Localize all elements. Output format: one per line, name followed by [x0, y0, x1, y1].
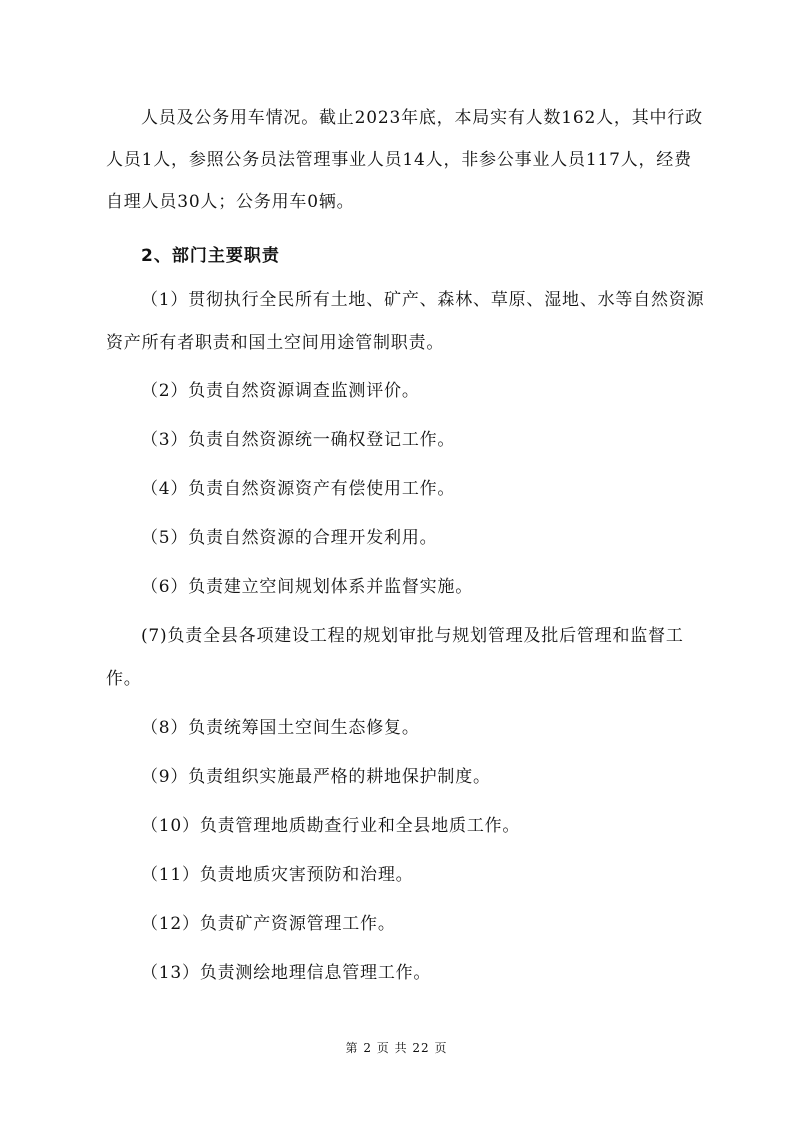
duty-8: （8）负责统筹国土空间生态修复。 — [141, 718, 420, 738]
section-heading: 2、部门主要职责 — [141, 246, 280, 266]
duty-2: （2）负责自然资源调查监测评价。 — [141, 381, 420, 401]
duty-6: （6）负责建立空间规划体系并监督实施。 — [141, 577, 474, 597]
duty-12: （12）负责矿产资源管理工作。 — [141, 914, 396, 934]
duty-1-line-1: （1）贯彻执行全民所有土地、矿产、森林、草原、湿地、水等自然资源 — [141, 290, 705, 310]
duty-3: （3）负责自然资源统一确权登记工作。 — [141, 430, 456, 450]
intro-line-2: 人员1人，参照公务员法管理事业人员14人，非参公事业人员117人，经费 — [106, 150, 692, 170]
duty-9: （9）负责组织实施最严格的耕地保护制度。 — [141, 767, 491, 787]
intro-line-1: 人员及公务用车情况。截止2023年底，本局实有人数162人，其中行政 — [141, 108, 703, 128]
duty-7-line-1: (7)负责全县各项建设工程的规划审批与规划管理及批后管理和监督工 — [141, 626, 684, 646]
duty-13: （13）负责测绘地理信息管理工作。 — [141, 963, 432, 983]
duty-4: （4）负责自然资源资产有偿使用工作。 — [141, 479, 456, 499]
intro-line-3: 自理人员30人；公务用车0辆。 — [106, 192, 355, 212]
duty-11: （11）负责地质灾害预防和治理。 — [141, 865, 414, 885]
duty-5: （5）负责自然资源的合理开发利用。 — [141, 528, 438, 548]
duty-1-line-2: 资产所有者职责和国土空间用途管制职责。 — [106, 333, 445, 353]
page-number-footer: 第 2 页 共 22 页 — [345, 1041, 448, 1055]
duty-10: （10）负责管理地质勘查行业和全县地质工作。 — [141, 816, 521, 836]
duty-7-line-2: 作。 — [106, 669, 142, 689]
